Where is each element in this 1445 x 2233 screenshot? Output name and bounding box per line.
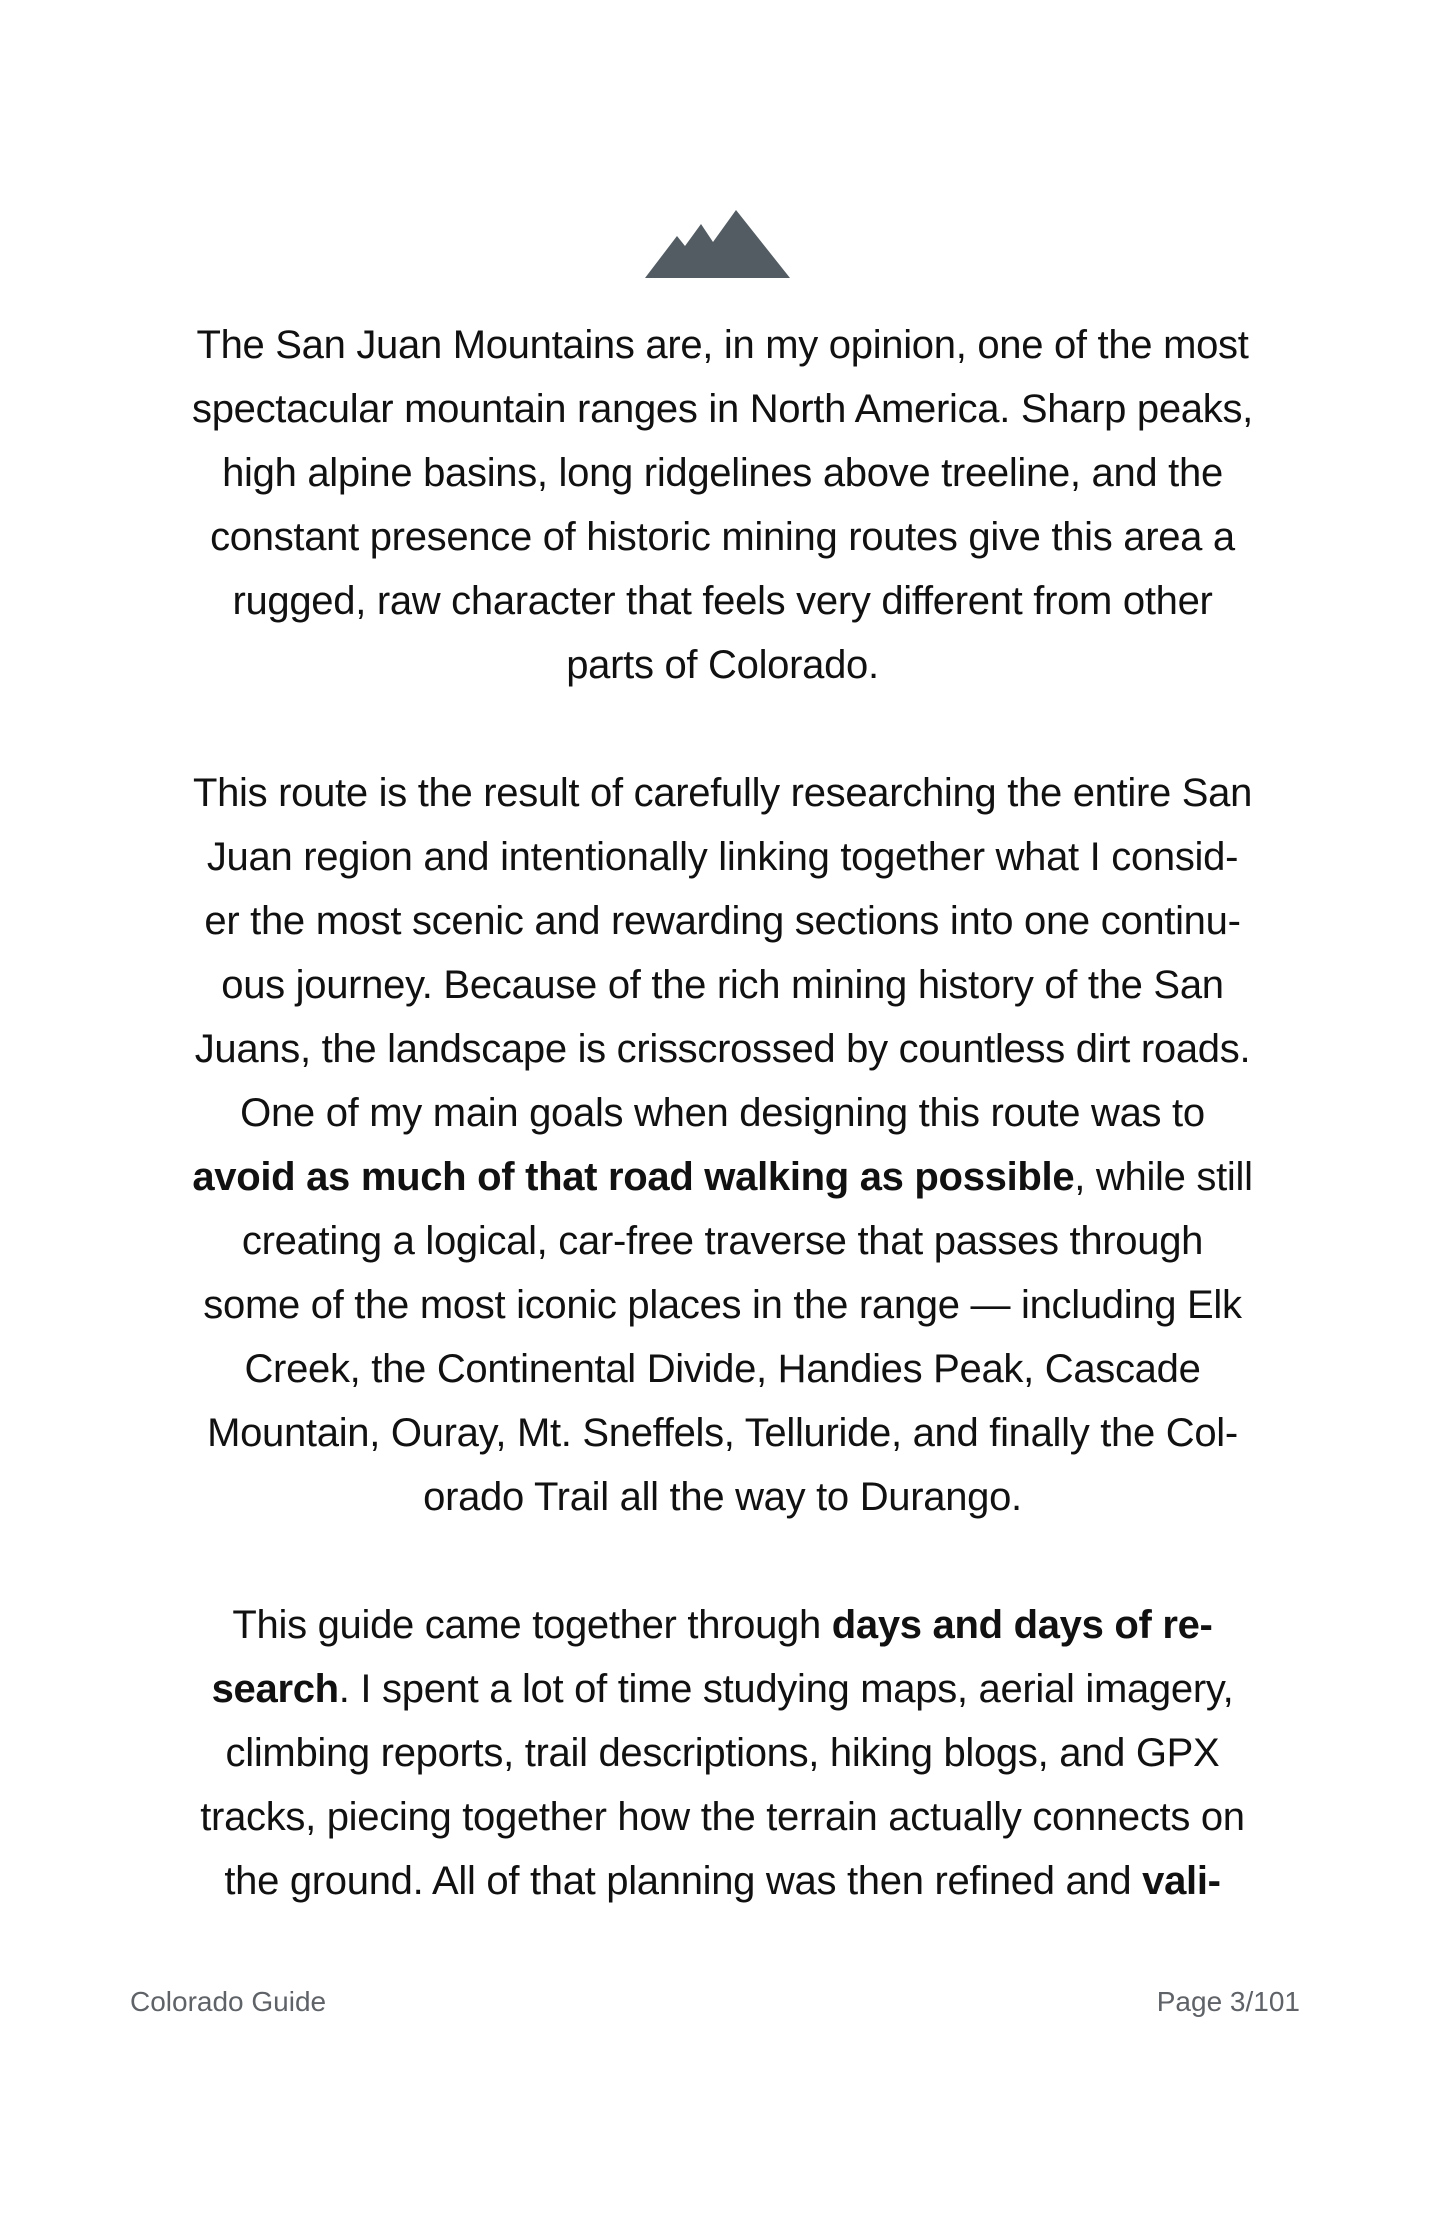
text-line	[110, 889, 1335, 953]
text-line	[110, 1593, 1335, 1657]
text-segment: The San Juan Mountains are, in my opinion, one of the most	[196, 323, 1249, 367]
text-segment: orado Trail all the way to Durango.	[423, 1475, 1022, 1519]
text-line	[110, 1081, 1335, 1145]
text-line	[110, 1273, 1335, 1337]
text-line	[110, 633, 1335, 697]
text-segment: , while still	[1074, 1155, 1253, 1199]
text-line	[110, 1849, 1335, 1913]
text-line	[110, 1657, 1335, 1721]
text-line	[110, 1785, 1335, 1849]
text-segment: rugged, raw character that feels very different from other	[232, 579, 1213, 623]
text-segment: Creek, the Continental Divide, Handies Peak, Cascade	[244, 1347, 1201, 1391]
text-line	[110, 1721, 1335, 1785]
text-line	[110, 1465, 1335, 1529]
text-segment: Juans, the landscape is crisscrossed by countless dirt roads.	[194, 1027, 1251, 1071]
text-line	[110, 1145, 1335, 1209]
paragraph	[110, 761, 1335, 1529]
text-segment: One of my main goals when designing this route was to	[240, 1091, 1205, 1135]
text-segment: er the most scenic and rewarding sections into one continu-	[204, 899, 1241, 943]
text-line	[110, 1337, 1335, 1401]
bold-text: vali-	[1142, 1859, 1221, 1903]
text-segment: tracks, piecing together how the terrain actually connects on	[200, 1795, 1245, 1839]
text-line	[110, 505, 1335, 569]
text-line	[110, 1017, 1335, 1081]
text-segment: creating a logical, car-free traverse that passes through	[241, 1219, 1204, 1263]
text-segment: ous journey. Because of the rich mining history of the San	[221, 963, 1224, 1007]
text-line	[110, 569, 1335, 633]
text-segment: This route is the result of carefully researching the entire San	[192, 771, 1253, 815]
text-line	[110, 1209, 1335, 1273]
text-line	[110, 953, 1335, 1017]
body-text	[110, 313, 1335, 1977]
footer-document-title: Colorado Guide	[130, 1986, 327, 2017]
text-segment: parts of Colorado.	[566, 643, 879, 687]
paragraph	[110, 1593, 1335, 1913]
text-segment: climbing reports, trail descriptions, hiking blogs, and GPX	[225, 1731, 1220, 1775]
text-line	[110, 1401, 1335, 1465]
text-segment: . I spent a lot of time studying maps, aerial imagery,	[338, 1667, 1234, 1711]
text-segment: Mountain, Ouray, Mt. Sneffels, Telluride, and finally the Col-	[207, 1411, 1238, 1455]
text-line	[110, 377, 1335, 441]
bold-text: avoid as much of that road walking as possible	[192, 1155, 1075, 1199]
text-segment: the ground. All of that planning was then refined and	[224, 1859, 1143, 1903]
text-segment: This guide came together through	[232, 1603, 832, 1647]
bold-text: days and days of re-	[831, 1603, 1213, 1647]
text-segment: spectacular mountain ranges in North America. Sharp peaks,	[192, 387, 1253, 431]
page-footer	[130, 1982, 1300, 2022]
bold-text: search	[211, 1667, 339, 1711]
text-segment: some of the most iconic places in the range — including Elk	[203, 1283, 1242, 1327]
text-segment: high alpine basins, long ridgelines above treeline, and the	[222, 451, 1223, 495]
footer-page-number: Page 3/101	[1156, 1986, 1300, 2017]
text-segment: Juan region and intentionally linking together what I consid-	[206, 835, 1239, 879]
paragraph	[110, 313, 1335, 697]
text-line	[110, 313, 1335, 377]
text-line	[110, 761, 1335, 825]
text-line	[110, 441, 1335, 505]
text-segment: constant presence of historic mining routes give this area a	[210, 515, 1235, 559]
text-line	[110, 825, 1335, 889]
mountain-icon	[645, 210, 790, 280]
